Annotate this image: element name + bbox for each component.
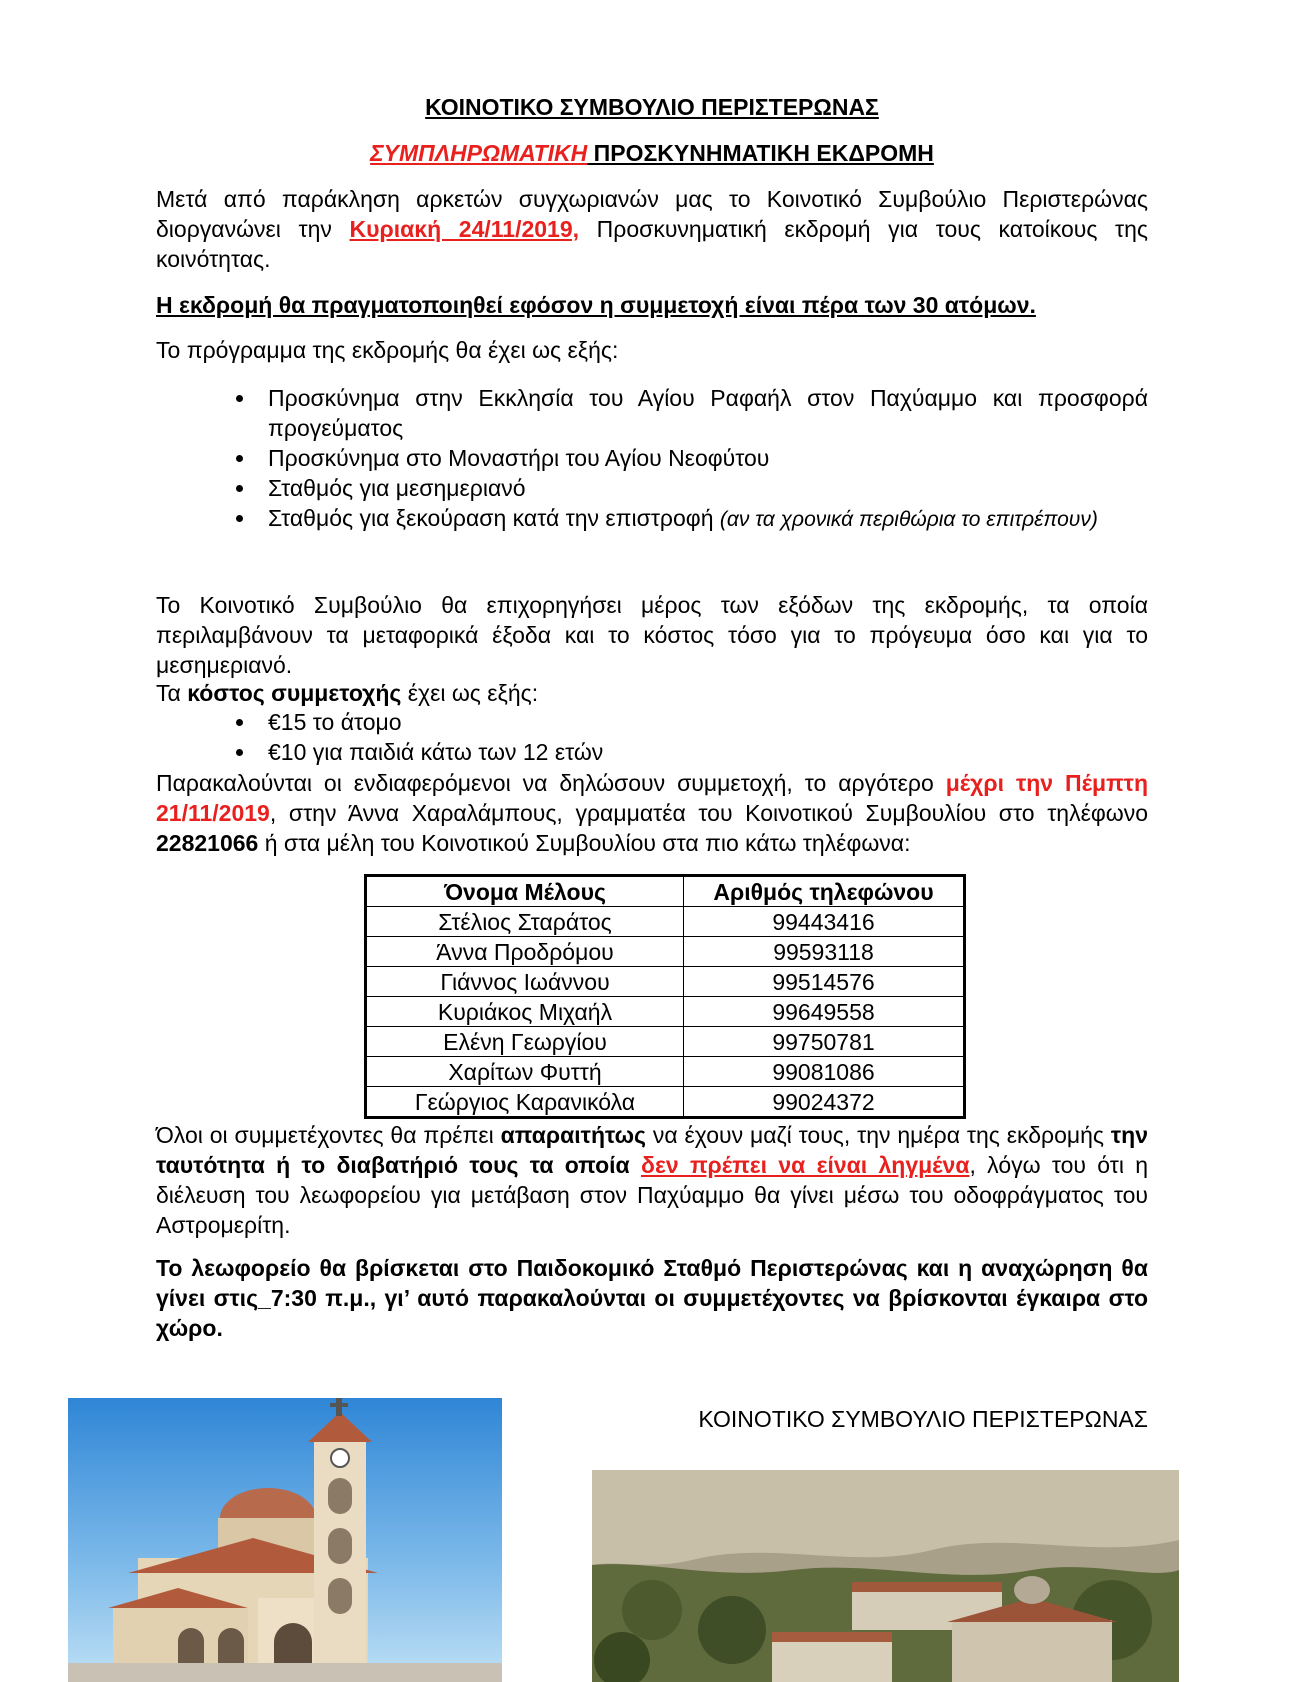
list-item: [236, 503, 1148, 535]
list-item-text: Προσκύνημα στο Μοναστήρι του Αγίου Νεοφύτου: [268, 445, 770, 471]
docs-must: απαραιτήτως: [500, 1122, 647, 1148]
table-row: [366, 1087, 965, 1118]
list-item: [236, 473, 1148, 503]
column-header-name: Όνομα Μέλους: [366, 876, 684, 907]
docs-space: [630, 1152, 641, 1178]
footer-organization: ΚΟΙΝΟΤΙΚΟ ΣΥΜΒΟΥΛΙΟ ΠΕΡΙΣΤΕΡΩΝΑΣ: [698, 1406, 1148, 1432]
table-header-row: [366, 876, 965, 907]
funding-paragraph: Το Κοινοτικό Συμβούλιο θα επιχορηγήσει μέρος των εξόδων της εκδρομής, τα οποία περιλαμβάνουν τα μεταφορικά έξοδα και το κόστος τόσο για το πρόγευμα όσο και για το μεσημεριανό.: [156, 592, 1148, 678]
subtitle-highlight: ΣΥΜΠΛΗΡΩΜΑΤΙΚΗ: [370, 140, 588, 166]
members-table: [364, 874, 966, 1119]
member-phone: 99649558: [684, 997, 965, 1027]
table-row: [366, 907, 965, 937]
docs-text: Όλοι οι συμμετέχοντες θα πρέπει: [156, 1122, 501, 1148]
list-item-text: €15 το άτομο: [268, 709, 402, 735]
intro-text-end: Προσκυνηματική εκδρομή για τους κατοίκους της κοινότητας.: [156, 216, 1148, 272]
list-item-note: (αν τα χρονικά περιθώρια το επιτρέπουν): [719, 508, 1098, 531]
member-name: Χαρίτων Φυττή: [366, 1057, 684, 1087]
list-item-text: Σταθμός για ξεκούραση κατά την επιστροφή: [268, 505, 720, 531]
member-phone: 99514576: [684, 967, 965, 997]
list-item-text: €10 για παιδιά κάτω των 12 ετών: [268, 739, 604, 765]
docs-text-2: να έχουν μαζί τους, την ημέρα της εκδρομής: [646, 1122, 1111, 1148]
member-phone: 99593118: [684, 937, 965, 967]
table-row: [366, 997, 965, 1027]
member-name: Κυριάκος Μιχαήλ: [366, 997, 684, 1027]
secretary-phone: 22821066: [156, 830, 259, 856]
docs-text-3: , λόγω του ότι η διέλευση του λεωφορείου για μετάβαση στον Παχύαμμο θα γίνει μέσω του οδοφράγματος του Αστρομερίτη.: [156, 1152, 1149, 1238]
cost-intro-pre: Τα: [156, 680, 188, 706]
list-item: [236, 383, 1148, 443]
list-item: [236, 707, 1148, 737]
register-paragraph: [156, 768, 1148, 858]
member-name: Ελένη Γεωργίου: [366, 1027, 684, 1057]
docs-id-text: την ταυτότητα ή το διαβατήριό τους τα οποία: [156, 1122, 1148, 1178]
church-photo: [68, 1398, 502, 1682]
member-name: Γεώργιος Καρανικόλα: [366, 1087, 684, 1118]
list-item: [236, 443, 1148, 473]
table-row: [366, 1057, 965, 1087]
member-name: Άννα Προδρόμου: [366, 937, 684, 967]
register-text-2: , στην Άννα Χαραλάμπους, γραμματέα του Κοινοτικού Συμβουλίου στο τηλέφωνο: [269, 800, 1148, 826]
member-phone: 99443416: [684, 907, 965, 937]
member-phone: 99750781: [684, 1027, 965, 1057]
subtitle-rest: ΠΡΟΣΚΥΝΗΜΑΤΙΚΗ ΕΚΔΡΟΜΗ: [587, 140, 934, 166]
member-name: Γιάννος Ιωάννου: [366, 967, 684, 997]
table-row: [366, 967, 965, 997]
table-row: [366, 937, 965, 967]
intro-text: Μετά από παράκληση αρκετών συγχωριανών μας το Κοινοτικό Συμβούλιο Περιστερώνας διοργανώνει την: [156, 186, 1148, 242]
monastery-photo: [592, 1470, 1179, 1682]
member-name: Στέλιος Σταράτος: [366, 907, 684, 937]
bus-paragraph: Το λεωφορείο θα βρίσκεται στο Παιδοκομικό Σταθμό Περιστερώνας και η αναχώρηση θα γίνει στις_7:30 π.μ., γι’ αυτό παρακαλούνται οι συμμετέχοντες να βρίσκονται έγκαιρα στο χώρο.: [156, 1255, 1148, 1341]
cost-intro: [156, 678, 1148, 708]
documents-paragraph: [156, 1120, 1148, 1240]
cost-intro-bold: κόστος συμμετοχής: [187, 680, 402, 706]
column-header-phone: Αριθμός τηλεφώνου: [684, 876, 965, 907]
monastery-illustration: [592, 1470, 1179, 1682]
cost-intro-post: έχει ως εξής:: [401, 680, 539, 706]
list-item-text: Σταθμός για μεσημεριανό: [268, 475, 526, 501]
page-subtitle: [156, 138, 1148, 168]
list-item: [236, 737, 1148, 767]
intro-paragraph: [156, 184, 1148, 274]
docs-expired-warning: δεν πρέπει να είναι ληγμένα: [641, 1152, 970, 1178]
table-row: [366, 1027, 965, 1057]
register-deadline: μέχρι την Πέμπτη 21/11/2019: [156, 770, 1148, 826]
register-text-3: ή στα μέλη του Κοινοτικού Συμβουλίου στα πιο κάτω τηλέφωνα:: [258, 830, 911, 856]
page-title: ΚΟΙΝΟΤΙΚΟ ΣΥΜΒΟΥΛΙΟ ΠΕΡΙΣΤΕΡΩΝΑΣ: [425, 94, 879, 120]
condition-note: Η εκδρομή θα πραγματοποιηθεί εφόσον η συμμετοχή είναι πέρα των 30 ατόμων.: [156, 292, 1036, 318]
program-list: [236, 383, 1148, 535]
program-intro: Το πρόγραμμα της εκδρομής θα έχει ως εξής:: [156, 337, 619, 363]
member-phone: 99081086: [684, 1057, 965, 1087]
member-phone: 99024372: [684, 1087, 965, 1118]
cost-list: [236, 707, 1148, 767]
church-illustration: [68, 1398, 502, 1682]
list-item-text: Προσκύνημα στην Εκκλησία του Αγίου Ραφαήλ στον Παχύαμμο και προσφορά προγεύματος: [268, 385, 1148, 441]
register-text: Παρακαλούνται οι ενδιαφερόμενοι να δηλώσουν συμμετοχή, το αργότερο: [156, 770, 946, 796]
trip-date: Κυριακή 24/11/2019,: [349, 216, 580, 242]
